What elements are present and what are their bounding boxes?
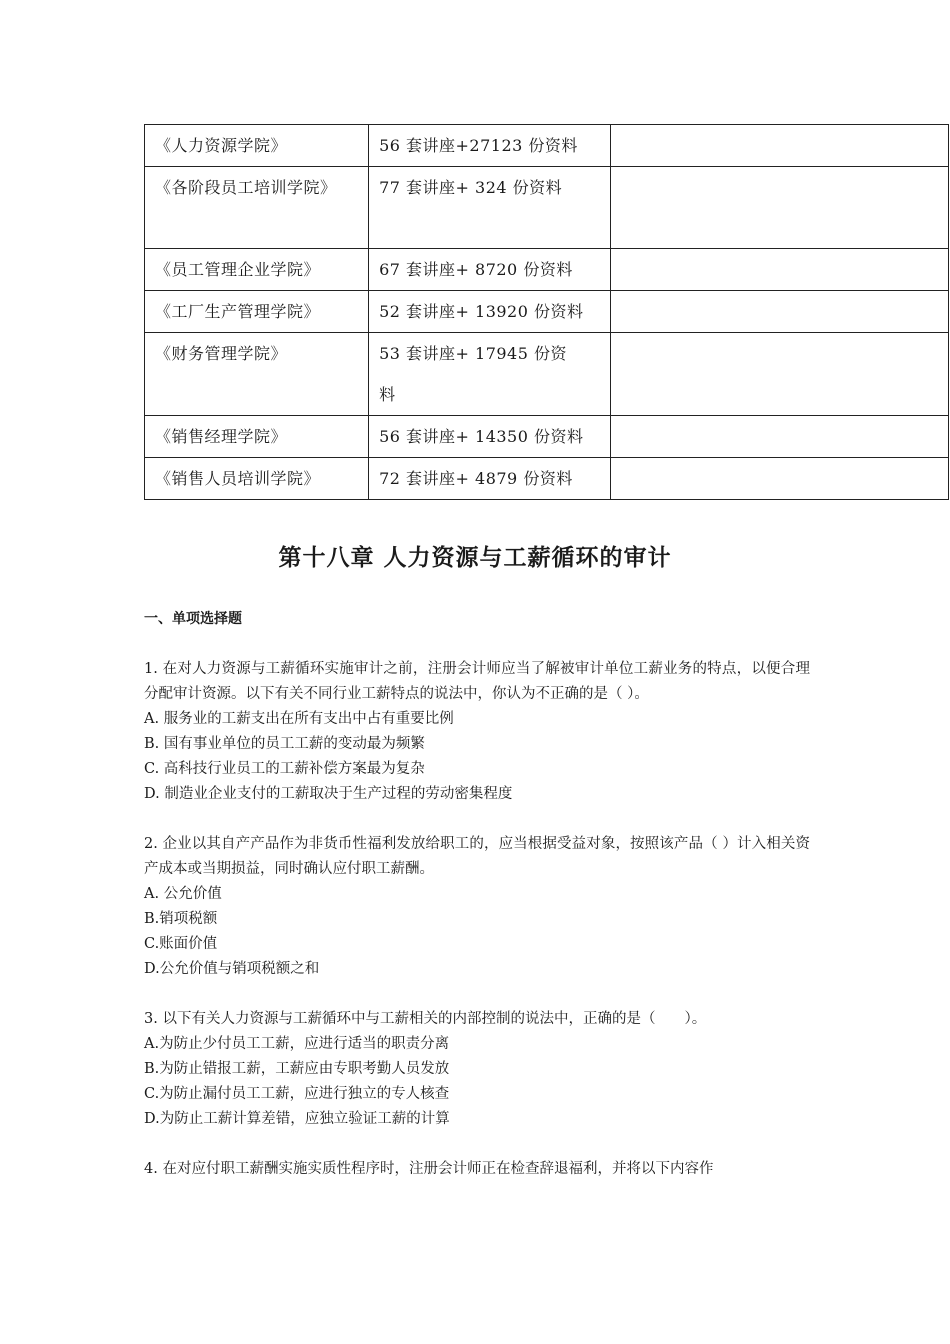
option-d: D.公允价值与销项税额之和 [144,961,320,977]
course-content: 72 套讲座+ 4879 份资料 [369,458,611,500]
course-content: 53 套讲座+ 17945 份资料 [369,333,611,416]
course-content: 56 套讲座+27123 份资料 [369,125,611,167]
course-content: 67 套讲座+ 8720 份资料 [369,249,611,291]
question-stem: 2. 企业以其自产产品作为非货币性福利发放给职工的，应当根据受益对象，按照该产品（ ）计入相关资产成本或当期损益，同时确认应付职工薪酬。 [144,836,810,877]
course-content: 52 套讲座+ 13920 份资料 [369,291,611,333]
option-b: B.为防止错报工薪，工薪应由专职考勤人员发放 [144,1061,450,1077]
table-row [145,249,949,291]
option-d: D. 制造业企业支付的工薪取决于生产过程的劳动密集程度 [144,786,513,802]
course-name: 《人力资源学院》 [145,125,369,167]
option-d: D.为防止工薪计算差错，应独立验证工薪的计算 [144,1111,450,1127]
option-a: A. 公允价值 [144,886,222,902]
option-c: C. 高科技行业员工的工薪补偿方案最为复杂 [144,761,425,777]
course-note [610,125,948,167]
option-a: A. 服务业的工薪支出在所有支出中占有重要比例 [144,711,454,727]
course-name: 《财务管理学院》 [145,333,369,416]
table-row [145,167,949,249]
question-item [144,1157,810,1182]
table-row [145,458,949,500]
course-note [610,167,948,249]
section-heading: 一、单项选择题 [144,611,242,627]
course-note [610,291,948,333]
question-list [144,657,810,1207]
table-row [145,125,949,167]
question-item [144,1007,810,1132]
option-c: C.账面价值 [144,936,218,952]
course-name: 《销售经理学院》 [145,416,369,458]
course-table [144,124,949,500]
course-name: 《销售人员培训学院》 [145,458,369,500]
table-row [145,333,949,416]
course-note [610,333,948,416]
option-b: B. 国有事业单位的员工工薪的变动最为频繁 [144,736,425,752]
course-content: 77 套讲座+ 324 份资料 [369,167,611,249]
course-name: 《工厂生产管理学院》 [145,291,369,333]
question-item [144,657,810,807]
course-note [610,416,948,458]
table-row [145,291,949,333]
option-c: C.为防止漏付员工工薪，应进行独立的专人核查 [144,1086,450,1102]
option-b: B.销项税额 [144,911,218,927]
course-note [610,458,948,500]
question-stem: 4. 在对应付职工薪酬实施实质性程序时，注册会计师正在检查辞退福利，并将以下内容作 [144,1161,714,1177]
table-row [145,416,949,458]
question-stem: 3. 以下有关人力资源与工薪循环中与工薪相关的内部控制的说法中，正确的是（ ）。 [144,1011,707,1027]
option-a: A.为防止少付员工工薪，应进行适当的职责分离 [144,1036,450,1052]
course-content: 56 套讲座+ 14350 份资料 [369,416,611,458]
course-name: 《各阶段员工培训学院》 [145,167,369,249]
course-note [610,249,948,291]
chapter-title: 第十八章 人力资源与工薪循环的审计 [278,545,672,571]
question-item [144,832,810,982]
question-stem: 1. 在对人力资源与工薪循环实施审计之前，注册会计师应当了解被审计单位工薪业务的特点，以便合理分配审计资源。以下有关不同行业工薪特点的说法中，你认为不正确的是（ ）。 [144,661,810,702]
course-name: 《员工管理企业学院》 [145,249,369,291]
